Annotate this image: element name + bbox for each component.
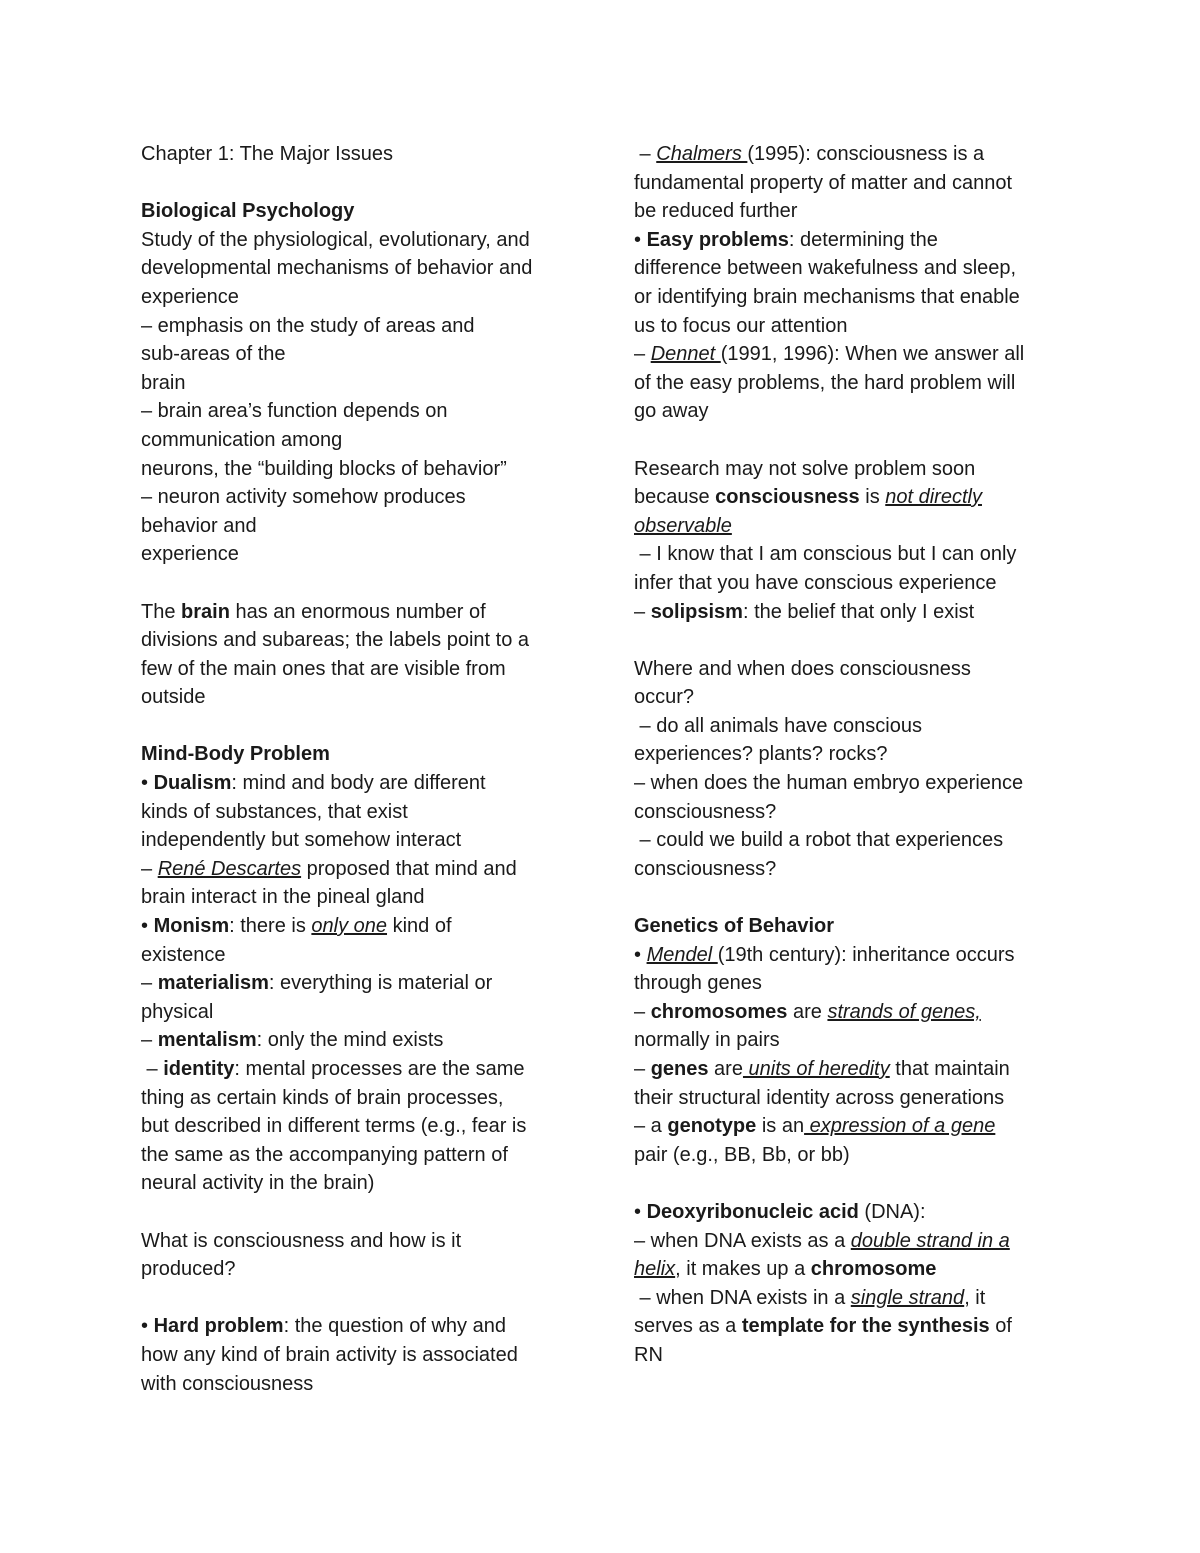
text-segment: proposed that mind and <box>301 857 517 880</box>
blank-line <box>141 712 581 741</box>
text-line <box>141 1227 581 1256</box>
underlined-term: units of heredity <box>742 1058 890 1080</box>
text-line <box>141 798 581 827</box>
text-segment: • <box>141 772 154 795</box>
text-segment: behavior and <box>141 514 257 537</box>
text-segment: outside <box>141 686 206 709</box>
text-line <box>634 1026 1074 1055</box>
text-segment: of the easy problems, the hard problem will <box>634 371 1016 394</box>
bold-term: genotype <box>667 1115 757 1138</box>
bold-term: brain <box>181 600 230 623</box>
underlined-term: strands of genes, <box>827 1000 981 1023</box>
text-segment: (1991, 1996): When we answer all <box>720 343 1025 366</box>
blank-line <box>141 1284 581 1313</box>
text-segment: kind of <box>387 915 452 938</box>
bold-term: Mind-Body Problem <box>141 743 330 766</box>
text-line <box>141 1169 581 1198</box>
bold-term: Easy problems <box>646 228 789 251</box>
text-line <box>141 1312 581 1341</box>
text-line <box>634 569 1074 598</box>
text-segment: • <box>141 1315 154 1338</box>
text-line <box>634 140 1074 169</box>
bold-term: template for the synthesis <box>741 1315 990 1338</box>
text-segment: existence <box>141 943 226 966</box>
text-line <box>634 226 1074 255</box>
text-segment: Where and when does consciousness <box>634 657 971 680</box>
text-segment: – could we build a robot that experiences <box>634 829 1004 852</box>
text-segment: – I know that I am conscious but I can only <box>634 543 1017 566</box>
text-segment: the same as the accompanying pattern of <box>141 1143 508 1166</box>
text-segment: • <box>634 943 647 966</box>
underlined-term: single strand <box>850 1286 965 1309</box>
text-line <box>141 855 581 884</box>
text-line <box>634 455 1074 484</box>
bold-term: chromosome <box>810 1258 937 1281</box>
underlined-term: Mendel <box>646 943 718 966</box>
blank-line <box>141 1198 581 1227</box>
text-line <box>141 254 581 283</box>
text-line <box>634 740 1074 769</box>
text-segment: experience <box>141 285 239 308</box>
text-segment: but described in different terms (e.g., fear is <box>141 1115 527 1138</box>
text-line <box>141 998 581 1027</box>
text-segment: – <box>141 1029 158 1052</box>
text-segment: : only the mind exists <box>256 1029 444 1052</box>
text-line <box>634 1312 1074 1341</box>
text-line <box>141 969 581 998</box>
text-line <box>634 912 1074 941</box>
text-segment: developmental mechanisms of behavior and <box>141 257 533 280</box>
blank-line <box>634 1169 1074 1198</box>
text-segment: with consciousness <box>141 1372 314 1395</box>
text-line <box>634 369 1074 398</box>
text-segment: Chapter 1: The Major Issues <box>141 143 393 165</box>
text-line <box>634 483 1074 512</box>
text-segment: – <box>634 343 651 366</box>
text-segment: Study of the physiological, evolutionary, and <box>141 228 530 251</box>
text-segment: – <box>141 1058 164 1080</box>
text-segment: , it <box>964 1286 986 1309</box>
text-segment: – <box>634 1000 651 1023</box>
text-segment: are <box>787 1000 828 1023</box>
text-segment: – <box>634 1058 651 1080</box>
text-line <box>634 254 1074 283</box>
text-segment: consciousness? <box>634 800 777 823</box>
text-segment: go away <box>634 400 709 423</box>
text-line <box>634 1341 1074 1370</box>
text-segment: sub-areas of the <box>141 343 286 366</box>
text-line <box>634 512 1074 541</box>
text-line <box>634 340 1074 369</box>
text-segment: • <box>141 915 154 938</box>
text-line <box>141 369 581 398</box>
text-line <box>634 1112 1074 1141</box>
text-segment: (19th century): inheritance occurs <box>717 943 1015 966</box>
text-line <box>634 969 1074 998</box>
text-segment: – brain area’s function depends on <box>141 400 448 423</box>
text-segment: that maintain <box>889 1058 1010 1080</box>
text-segment: – when DNA exists in a <box>634 1286 851 1309</box>
text-line <box>634 1284 1074 1313</box>
text-segment: normally in pairs <box>634 1029 780 1052</box>
text-segment: through genes <box>634 972 762 995</box>
text-line <box>634 283 1074 312</box>
text-line <box>634 683 1074 712</box>
text-segment: be reduced further <box>634 200 798 223</box>
underlined-term: helix <box>634 1258 676 1281</box>
text-line <box>634 540 1074 569</box>
text-segment: : mind and body are different <box>231 772 486 795</box>
bold-term: Dualism <box>153 772 232 795</box>
text-segment: : everything is material or <box>268 972 493 995</box>
text-line <box>141 1084 581 1113</box>
text-line <box>141 1026 581 1055</box>
text-segment: are <box>708 1058 743 1080</box>
bold-term: Biological Psychology <box>141 200 355 223</box>
text-line <box>141 1255 581 1284</box>
underlined-term: René Descartes <box>157 857 302 880</box>
underlined-term: expression of a gene <box>804 1115 996 1138</box>
text-segment: experiences? plants? rocks? <box>634 743 888 766</box>
text-segment: infer that you have conscious experience <box>634 571 997 594</box>
text-segment: : mental processes are the same <box>234 1058 525 1080</box>
text-line <box>634 1055 1074 1084</box>
text-segment: or identifying brain mechanisms that enable <box>634 285 1020 308</box>
text-segment: consciousness? <box>634 857 777 880</box>
text-line <box>141 655 581 684</box>
text-line <box>141 1341 581 1370</box>
text-segment: – <box>634 143 657 165</box>
text-line <box>634 1227 1074 1256</box>
blank-line <box>634 426 1074 455</box>
text-line <box>634 312 1074 341</box>
text-segment: kinds of substances, that exist <box>141 800 408 823</box>
text-segment: (1995): consciousness is a <box>747 143 985 165</box>
text-line <box>141 598 581 627</box>
text-segment: – when DNA exists as a <box>634 1229 851 1252</box>
text-line <box>141 540 581 569</box>
text-line <box>141 512 581 541</box>
text-segment: – <box>634 600 651 623</box>
text-line <box>634 769 1074 798</box>
text-line <box>634 1084 1074 1113</box>
text-line <box>141 740 581 769</box>
text-segment: – neuron activity somehow produces <box>141 486 466 509</box>
blank-line <box>141 169 581 198</box>
text-segment: : the belief that only I exist <box>742 600 975 623</box>
bold-term: materialism <box>157 972 269 995</box>
text-segment: divisions and subareas; the labels point to a <box>141 629 530 652</box>
blank-line <box>634 883 1074 912</box>
text-line <box>141 312 581 341</box>
text-line <box>634 712 1074 741</box>
bold-term: Hard problem <box>153 1315 284 1338</box>
text-segment: pair (e.g., BB, Bb, or bb) <box>634 1143 850 1166</box>
text-line <box>141 769 581 798</box>
text-segment: RN <box>634 1343 663 1366</box>
text-segment: : the question of why and <box>283 1315 506 1338</box>
bold-term: Deoxyribonucleic acid <box>646 1200 859 1223</box>
text-segment: fundamental property of matter and cannot <box>634 171 1013 194</box>
text-segment: , it makes up a <box>675 1258 811 1281</box>
text-segment: thing as certain kinds of brain processes, <box>141 1086 504 1109</box>
text-line <box>634 1255 1074 1284</box>
text-line <box>634 826 1074 855</box>
text-line <box>141 912 581 941</box>
underlined-term: Dennet <box>650 343 721 366</box>
text-segment: brain <box>141 371 186 394</box>
text-line <box>141 941 581 970</box>
text-segment: us to focus our attention <box>634 314 848 337</box>
text-segment: communication among <box>141 428 343 451</box>
text-segment: neural activity in the brain) <box>141 1172 375 1195</box>
text-segment: is <box>859 486 886 509</box>
text-line <box>634 655 1074 684</box>
text-line <box>141 1055 581 1084</box>
text-segment: experience <box>141 543 239 566</box>
underlined-term: only one <box>311 915 388 938</box>
text-line <box>634 197 1074 226</box>
text-line <box>141 340 581 369</box>
text-segment: Research may not solve problem soon <box>634 457 976 480</box>
bold-term: consciousness <box>715 486 860 509</box>
text-segment: how any kind of brain activity is associated <box>141 1343 518 1366</box>
blank-line <box>141 569 581 598</box>
text-line <box>141 483 581 512</box>
text-segment: : there is <box>229 915 312 938</box>
text-line <box>634 397 1074 426</box>
text-segment: produced? <box>141 1258 236 1281</box>
text-line <box>141 197 581 226</box>
text-segment: – when does the human embryo experience <box>634 772 1024 795</box>
text-line <box>634 998 1074 1027</box>
text-line <box>141 1112 581 1141</box>
text-line <box>141 826 581 855</box>
text-segment: of <box>989 1315 1012 1338</box>
left-column <box>141 140 581 1398</box>
text-line <box>634 1141 1074 1170</box>
underlined-term: double strand in a <box>850 1229 1010 1252</box>
text-segment: – <box>141 857 158 880</box>
text-segment: • <box>634 1200 647 1223</box>
right-column <box>634 140 1074 1370</box>
text-line <box>141 1370 581 1399</box>
text-segment: because <box>634 486 716 509</box>
text-segment: brain interact in the pineal gland <box>141 886 425 909</box>
bold-term: identity <box>163 1058 235 1080</box>
text-segment: independently but somehow interact <box>141 829 462 852</box>
text-line <box>634 855 1074 884</box>
bold-term: Genetics of Behavior <box>634 915 835 938</box>
text-segment: difference between wakefulness and sleep, <box>634 257 1017 280</box>
text-line <box>634 169 1074 198</box>
text-line <box>141 426 581 455</box>
bold-term: Monism <box>153 915 230 938</box>
text-line <box>634 798 1074 827</box>
text-segment: is an <box>756 1115 805 1138</box>
text-segment: – a <box>634 1115 668 1138</box>
text-segment: (DNA): <box>858 1200 926 1223</box>
text-segment: – emphasis on the study of areas and <box>141 314 475 337</box>
underlined-term: not directly <box>885 486 982 509</box>
bold-term: genes <box>650 1058 709 1080</box>
underlined-term: observable <box>634 514 732 537</box>
text-segment: neurons, the “building blocks of behavior” <box>141 457 507 480</box>
text-segment: The <box>141 600 182 623</box>
text-line <box>141 626 581 655</box>
text-segment: : determining the <box>788 228 938 251</box>
text-line <box>634 941 1074 970</box>
text-segment: has an enormous number of <box>229 600 486 623</box>
text-line <box>141 683 581 712</box>
text-line <box>141 1141 581 1170</box>
text-segment: – <box>141 972 158 995</box>
text-segment: physical <box>141 1000 214 1023</box>
text-line <box>141 883 581 912</box>
text-segment: their structural identity across generations <box>634 1086 1005 1109</box>
underlined-term: Chalmers <box>656 143 748 165</box>
text-segment: – do all animals have conscious <box>634 714 922 737</box>
text-segment: • <box>634 228 647 251</box>
text-line <box>141 397 581 426</box>
bold-term: chromosomes <box>650 1000 788 1023</box>
blank-line <box>634 626 1074 655</box>
bold-term: solipsism <box>650 600 743 623</box>
text-segment: serves as a <box>634 1315 742 1338</box>
text-segment: occur? <box>634 686 695 709</box>
text-line <box>634 598 1074 627</box>
text-line <box>634 1198 1074 1227</box>
text-line <box>141 455 581 484</box>
text-line <box>141 226 581 255</box>
bold-term: mentalism <box>157 1029 257 1052</box>
text-segment: few of the main ones that are visible from <box>141 657 506 680</box>
text-line <box>141 140 581 169</box>
text-line <box>141 283 581 312</box>
text-segment: What is consciousness and how is it <box>141 1229 462 1252</box>
